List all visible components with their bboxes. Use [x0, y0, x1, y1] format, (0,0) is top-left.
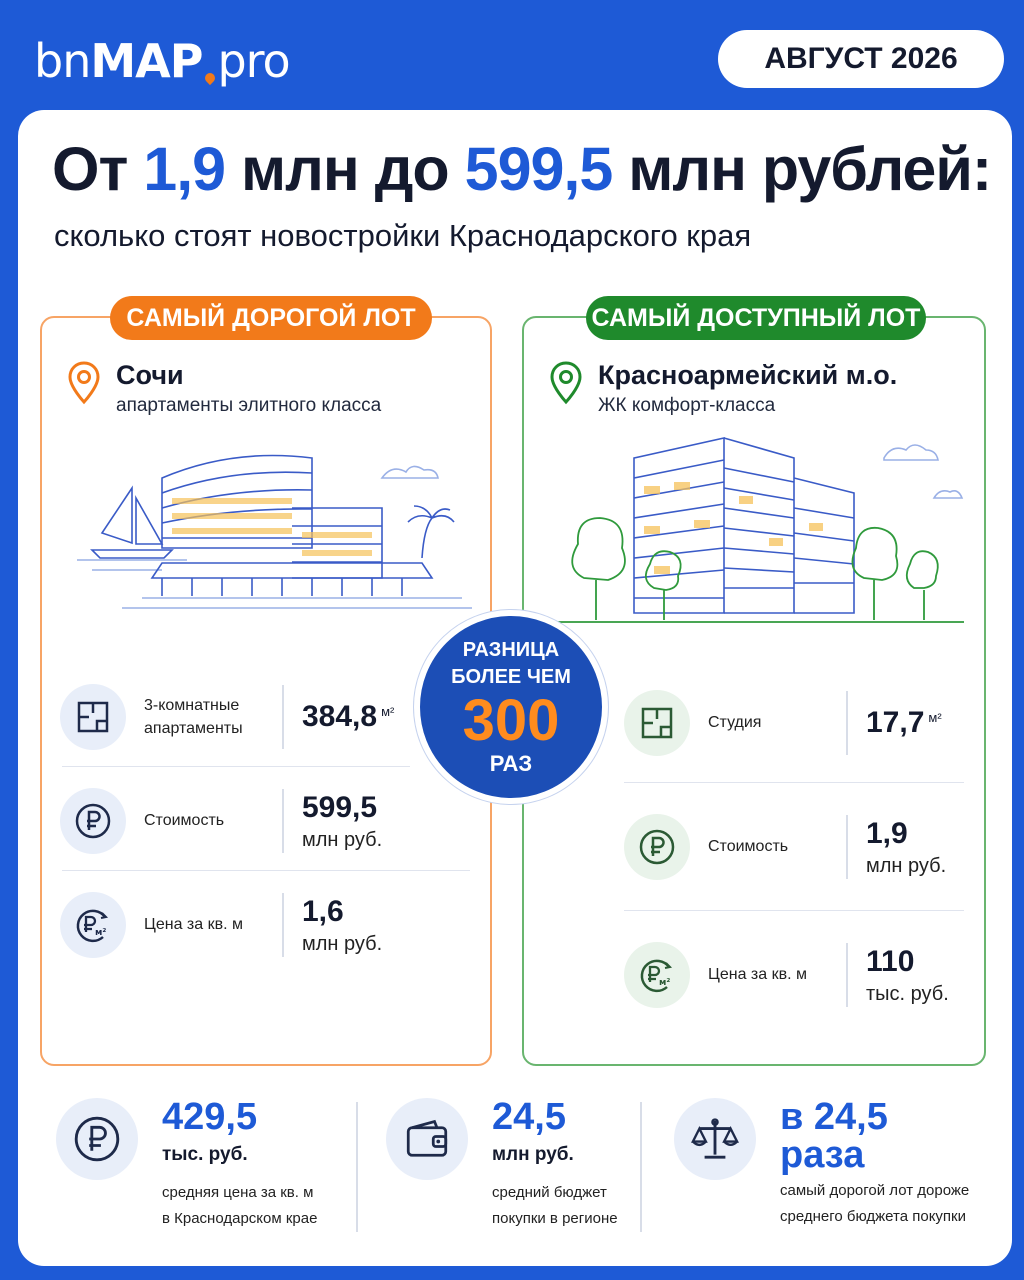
- stat-value: [302, 700, 394, 734]
- stat-label: Цена за кв. м: [708, 966, 807, 984]
- floorplan-icon: [624, 690, 690, 756]
- price-per-sqm-icon: [60, 892, 126, 958]
- expensive-sqm-row: [60, 892, 472, 958]
- wallet-icon: [386, 1098, 468, 1180]
- summary-avg-budget: [386, 1098, 618, 1233]
- expensive-area-row: [60, 684, 472, 750]
- cheapest-sqm-row: [624, 942, 966, 1008]
- stat-value: 110: [866, 944, 915, 978]
- ruble-icon: [624, 814, 690, 880]
- divider: [282, 893, 284, 957]
- summary-desc-line1: самый дорогой лот дороже: [780, 1182, 970, 1199]
- area-value: 17,7: [866, 706, 925, 739]
- summary-desc-line2: покупки в регионе: [492, 1210, 618, 1228]
- ruble-icon: [56, 1098, 138, 1180]
- summary-value: в 24,5 раза: [780, 1096, 888, 1176]
- summary-avg-price: [56, 1098, 317, 1233]
- area-value: 384,8: [302, 700, 378, 733]
- cheapest-badge: САМЫЙ ДОСТУПНЫЙ ЛОТ: [586, 296, 926, 340]
- map-pin-icon: [203, 71, 217, 85]
- summary-desc-line2: в Краснодарском крае: [162, 1210, 318, 1228]
- ruble-icon: [60, 788, 126, 854]
- date-badge: АВГУСТ 2026: [718, 30, 1004, 88]
- headline: [52, 134, 991, 204]
- row-divider: [62, 870, 470, 871]
- stat-unit: тыс. руб.: [866, 982, 949, 1005]
- headline-max: 599,5: [464, 135, 613, 203]
- stat-label: Студия: [708, 714, 762, 732]
- logo-map: MAP: [90, 34, 203, 88]
- stat-value: 599,5: [302, 790, 378, 824]
- logo-bn: bn: [34, 34, 91, 88]
- headline-part2: млн до: [225, 135, 465, 203]
- stat-label: Стоимость: [144, 812, 225, 830]
- summary-bar: [18, 1082, 1012, 1252]
- difference-line2: БОЛЕЕ ЧЕМ: [451, 665, 571, 688]
- cheapest-cost-row: [624, 814, 966, 880]
- summary-desc-line1: средняя цена за кв. м: [162, 1184, 314, 1201]
- summary-desc: [492, 1180, 618, 1233]
- floorplan-icon: [60, 684, 126, 750]
- difference-value: 300: [462, 687, 560, 753]
- logo-pro: pro: [217, 34, 290, 88]
- difference-line3: РАЗ: [489, 751, 533, 777]
- divider: [640, 1102, 642, 1232]
- expensive-type: апартаменты элитного класса: [116, 395, 382, 416]
- row-divider: [624, 910, 964, 911]
- stat-value: [866, 706, 942, 740]
- headline-part3: млн рублей:: [612, 135, 992, 203]
- divider: [846, 943, 848, 1007]
- area-unit: м²: [928, 710, 942, 725]
- svg-text:м²: м²: [659, 978, 671, 988]
- scales-icon: [674, 1098, 756, 1180]
- divider: [282, 685, 284, 749]
- summary-value: 24,5: [492, 1096, 566, 1138]
- elite-building-illustration: [62, 438, 472, 618]
- summary-desc-line2: среднего бюджета покупки: [780, 1208, 966, 1226]
- expensive-city: Сочи: [116, 360, 184, 390]
- row-divider: [624, 782, 964, 783]
- divider: [846, 691, 848, 755]
- headline-part1: От: [52, 135, 144, 203]
- stat-label: 3-комнатные апартаменты: [144, 696, 243, 737]
- location-pin-icon: [548, 360, 584, 406]
- cheapest-area-row: [624, 690, 966, 756]
- svg-text:м²: м²: [95, 928, 107, 938]
- summary-desc-line1: средний бюджет: [492, 1184, 607, 1201]
- stat-unit: млн руб.: [302, 932, 383, 955]
- stat-label: Стоимость: [708, 838, 789, 856]
- difference-badge: [414, 610, 608, 804]
- cheapest-location: [548, 360, 897, 417]
- summary-ratio: [674, 1098, 969, 1231]
- expensive-badge: САМЫЙ ДОРОГОЙ ЛОТ: [110, 296, 432, 340]
- summary-desc: [162, 1180, 317, 1233]
- subtitle: сколько стоят новостройки Краснодарского края: [54, 218, 752, 253]
- main-panel: [18, 110, 1012, 1266]
- price-per-sqm-icon: [624, 942, 690, 1008]
- summary-unit: тыс. руб.: [162, 1144, 248, 1165]
- location-pin-icon: [66, 360, 102, 406]
- row-divider: [62, 766, 410, 767]
- expensive-cost-row: [60, 788, 472, 854]
- divider: [356, 1102, 358, 1232]
- divider: [282, 789, 284, 853]
- difference-line1: РАЗНИЦА: [462, 638, 560, 661]
- brand-logo: [34, 34, 290, 88]
- summary-unit: млн руб.: [492, 1144, 574, 1165]
- cheapest-city: Красноармейский м.о.: [598, 360, 898, 390]
- stat-value: 1,9: [866, 816, 908, 850]
- area-unit: м²: [381, 704, 395, 719]
- cheapest-type: ЖК комфорт-класса: [598, 395, 776, 416]
- stat-label: Цена за кв. м: [144, 916, 243, 934]
- stat-unit: млн руб.: [866, 854, 947, 877]
- summary-value: 429,5: [162, 1096, 258, 1138]
- comfort-building-illustration: [544, 428, 964, 628]
- stat-value: 1,6: [302, 894, 344, 928]
- stat-unit: млн руб.: [302, 828, 383, 851]
- divider: [846, 815, 848, 879]
- headline-min: 1,9: [143, 135, 226, 203]
- summary-desc: [780, 1178, 969, 1231]
- expensive-location: [66, 360, 381, 417]
